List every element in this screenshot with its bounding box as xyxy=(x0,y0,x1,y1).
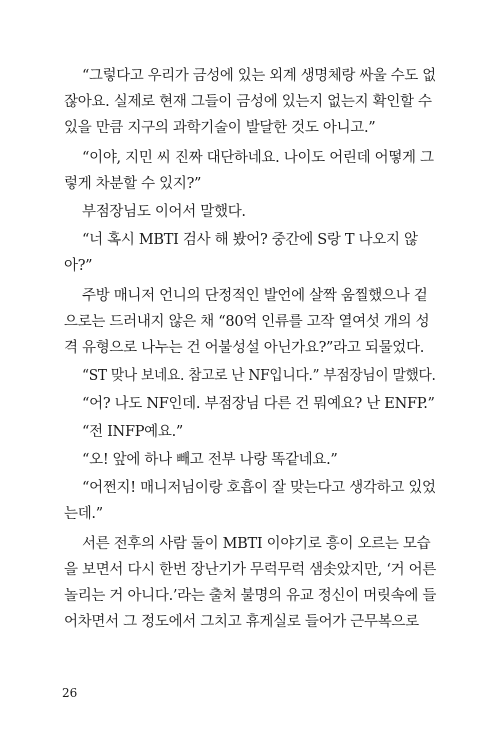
text-line: “ST 맞나 보네요. 참고로 난 NF입니다.” 부점장님이 말했다. xyxy=(82,368,436,384)
text-line: 잖아요. 실제로 현재 그들이 금성에 있는지 없는지 확인할 수 xyxy=(64,94,432,110)
text-line: 렇게 차분할 수 있지?” xyxy=(64,176,202,192)
page-number: 26 xyxy=(62,686,78,700)
text-line: 서른 전후의 사람 둘이 MBTI 이야기로 흥이 오르는 모습 xyxy=(82,536,431,552)
text-line: 놀리는 거 아니다.’라는 출처 불명의 유교 정신이 머릿속에 들 xyxy=(64,588,437,604)
text-line: “어쩐지! 매니저님이랑 호흡이 잘 맞는다고 생각하고 있었 xyxy=(82,480,436,496)
text-line: “오! 앞에 하나 빼고 전부 나랑 똑같네요.” xyxy=(82,452,338,468)
text-line: “너 혹시 MBTI 검사 해 봤어? 중간에 S랑 T 나오지 않 xyxy=(82,232,418,248)
text-line: 으로는 드러내지 않은 채 “80억 인류를 고작 열여섯 개의 성 xyxy=(64,314,430,330)
text-line: 격 유형으로 나누는 건 어불성설 아닌가요?”라고 되물었다. xyxy=(64,340,425,356)
text-line: “전 INFP예요.” xyxy=(82,424,183,440)
text-line: 아?” xyxy=(64,258,93,274)
text-line: 는데.” xyxy=(64,506,103,522)
text-line: “이야, 지민 씨 진짜 대단하네요. 나이도 어린데 어떻게 그 xyxy=(82,150,434,166)
text-line: 어차면서 그 정도에서 그치고 휴게실로 들어가 근무복으로 xyxy=(64,614,419,630)
text-line: 을 보면서 다시 한번 장난기가 무럭무럭 샘솟았지만, ‘거 어른 xyxy=(64,562,437,578)
text-line: “그렇다고 우리가 금성에 있는 외계 생명체랑 싸울 수도 없 xyxy=(82,68,436,84)
text-line: 있을 만큼 지구의 과학기술이 발달한 것도 아니고.” xyxy=(64,120,376,136)
text-line: “어? 나도 NF인데. 부점장님 다른 건 뭐예요? 난 ENFP.” xyxy=(82,396,435,412)
text-line: 주방 매니저 언니의 단정적인 발언에 살짝 움찔했으나 겉 xyxy=(82,288,428,304)
text-line: 부점장님도 이어서 말했다. xyxy=(82,204,246,220)
